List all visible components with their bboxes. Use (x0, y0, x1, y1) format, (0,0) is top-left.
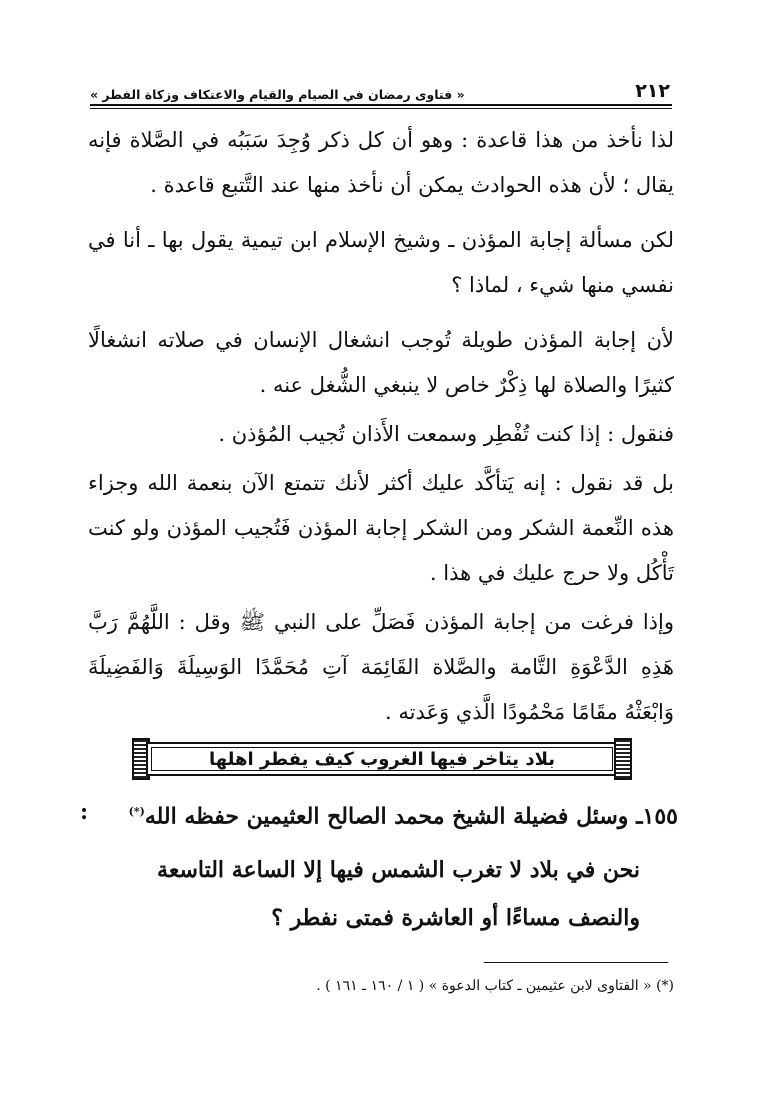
question-colon: : (80, 799, 89, 825)
footnote: (*) « الفتاوى لابن عثيمين ـ كتاب الدعوة » ( ١ / ١٦٠ ـ ١٦١ ) . (316, 978, 674, 994)
paragraph-dua: وإذا فرغت من إجابة المؤذن فَصَلِّ على النبي ﷺ وقل : اللَّهُمَّ رَبَّ هَذِهِ الدَّعْوَةِ التَّامة والصَّلاة القَائِمَة آتِ مُحَمَّدًا الوَسِيلَةَ وَالفَضِيلَةَ وَابْعَثْهُ مقَامًا مَحْمُودًا الَّذي وَعَدته . (88, 610, 674, 724)
section-banner (132, 738, 632, 780)
paragraph-adhan-question: لكن مسألة إجابة المؤذن ـ وشيخ الإسلام ابن تيمية يقول بها ـ أنا في نفسي منها شيء ، لماذا ؟ (88, 228, 674, 297)
question-heading (80, 790, 678, 838)
paragraph-emphasis: بل قد نقول : إنه يَتأكَّد عليك أكثر لأنك تتمتع الآن بنعمة الله وجزاء هذه النِّعمة الشكر ومن الشكر إجابة المؤذن فَتُجيب المؤذن ولو كنت تَأْكُل ولا حرج عليك في هذا . (88, 471, 674, 585)
question-number-line: ١٥٥ـ وسئل فضيلة الشيخ محمد الصالح العثيمين حفظه الله(*) (128, 803, 678, 830)
page-number: ٢١٢ (635, 80, 670, 102)
footnote-rule (484, 962, 668, 963)
book-title: « فتاوى رمضان في الصيام والقيام والاعتكاف وزكاة الفطر » (90, 87, 465, 102)
banner-cap-right (614, 738, 632, 780)
running-header (90, 76, 670, 102)
header-rule-thin (90, 108, 672, 109)
paragraph-reason: لأن إجابة المؤذن طويلة تُوجب انشغال الإنسان في صلاته انشغالًا كثيرًا والصلاة لها ذِكْرٌ خاص لا ينبغي الشُّغل عنه . (88, 328, 674, 397)
header-rule (90, 104, 672, 106)
body-text (88, 118, 674, 739)
paragraph-rule: لذا نأخذ من هذا قاعدة : وهو أن كل ذكر وُجِدَ سَبَبُه في الصَّلاة فإنه يقال ؛ لأن هذه الحوادث يمكن أن نأخذ منها عند التَّتبع قاعدة . (88, 128, 674, 197)
paragraph-conclusion: فنقول : إذا كنت تُفْطِر وسمعت الأَذان تُجيب المُؤذن . (218, 422, 674, 446)
question-text: نحن في بلاد لا تغرب الشمس فيها إلا الساعة التاسعة والنصف مساءًا أو العاشرة فمتى نفطر ؟ (157, 857, 640, 931)
section-title: بلاد يتاخر فيها الغروب كيف يفطر اهلها (209, 748, 555, 770)
footnote-marker: (*) (128, 805, 145, 818)
